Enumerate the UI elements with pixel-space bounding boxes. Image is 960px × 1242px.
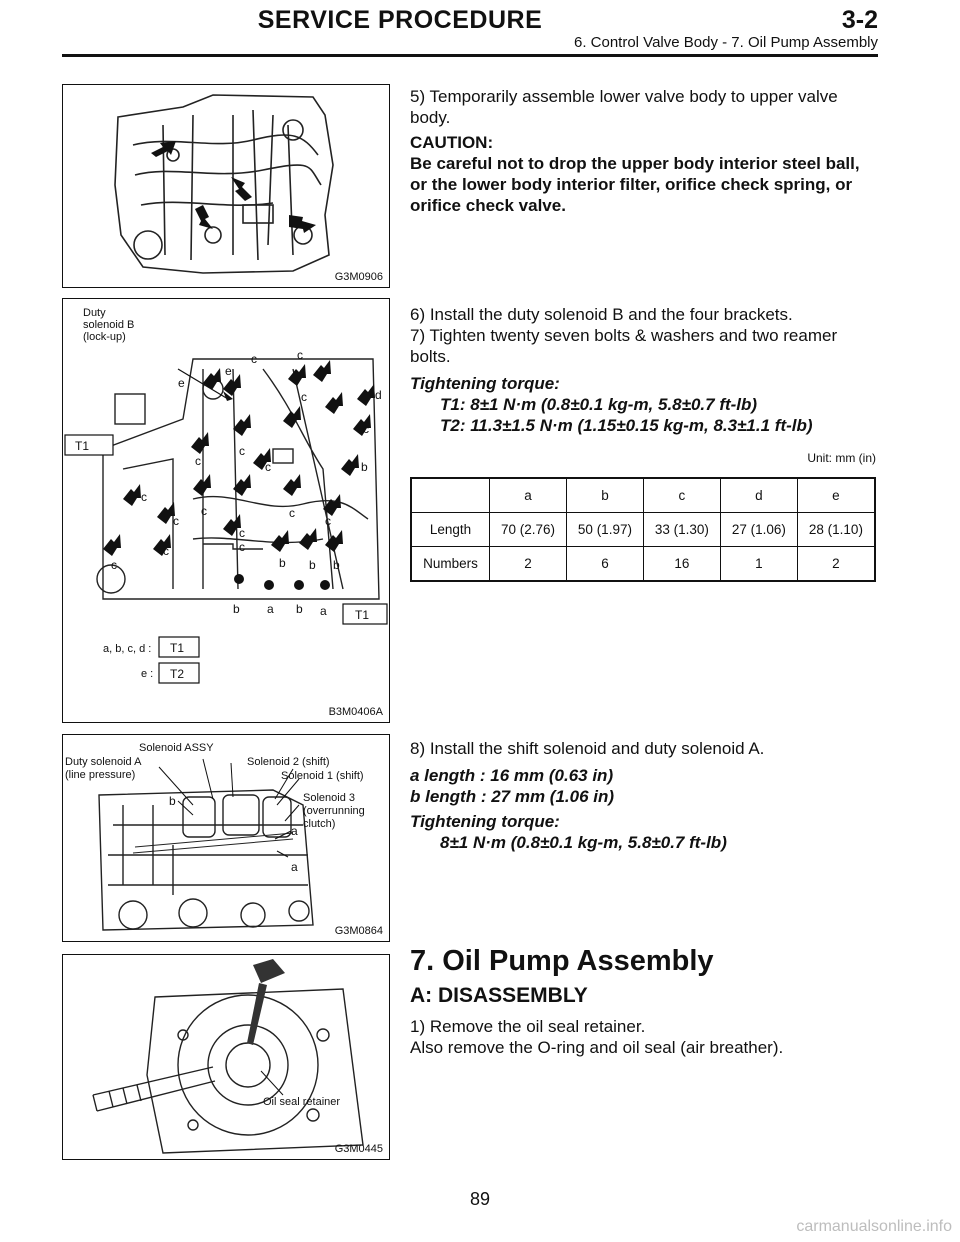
table-cell <box>411 478 490 513</box>
page-number: 89 <box>469 1189 491 1209</box>
step-7-text: 7) Tighten twenty seven bolts & washers and two reamer bolts. <box>410 326 838 366</box>
label-oil-seal-retainer: Oil seal retainer <box>263 1096 341 1108</box>
step-6-text: 6) Install the duty solenoid B and the four brackets. <box>410 305 793 324</box>
step-1b-text: Also remove the O-ring and oil seal (air breather). <box>410 1038 784 1057</box>
bolt-label: b <box>361 460 368 474</box>
oil-pump-drawing <box>63 955 389 1159</box>
section-7-step-1 <box>410 1016 878 1058</box>
legend-key-2: e : <box>141 668 154 680</box>
b-length: b length : 27 mm (1.06 in) <box>410 787 615 806</box>
page-title: SERVICE PROCEDURE <box>257 6 543 34</box>
bolt-label: c <box>163 544 169 558</box>
page-subtitle: 6. Control Valve Body - 7. Oil Pump Assembly <box>573 34 878 51</box>
label-a: a <box>291 860 298 874</box>
bolt-label: e <box>178 376 185 390</box>
label-duty-solenoid-a: Duty solenoid A <box>65 756 142 768</box>
figure-id: G3M0445 <box>334 1143 383 1155</box>
table-cell: e <box>797 478 875 513</box>
section-code: 3-2 <box>841 6 878 34</box>
bolt-label: c <box>363 422 369 436</box>
callout-line-1: Duty <box>83 307 106 319</box>
table-cell: d <box>720 478 797 513</box>
legend-key-1: a, b, c, d : <box>103 643 152 655</box>
bolt-label: c <box>111 558 117 572</box>
label-solenoid-2: Solenoid 2 (shift) <box>247 756 330 768</box>
bolt-spec-table <box>410 477 876 582</box>
watermark: carmanualsonline.info <box>796 1218 952 1235</box>
label-solenoid-3: Solenoid 3 <box>303 792 355 804</box>
step-5-text: 5) Temporarily assemble lower valve body to upper valve body. <box>410 87 838 127</box>
label-overrunning: (overrunning <box>303 805 365 817</box>
label-line-pressure: (line pressure) <box>65 769 136 781</box>
table-cell: 6 <box>566 547 643 582</box>
section-title: 7. Oil Pump Assembly <box>410 945 714 977</box>
table-cell: a <box>490 478 567 513</box>
bolt-label: c <box>239 444 245 458</box>
bolt-label: b <box>333 558 340 572</box>
torque-label: Tightening torque: <box>410 812 560 831</box>
figure-oil-pump <box>62 954 390 1160</box>
bolt-label: b <box>296 602 303 616</box>
bolt-label: a <box>267 602 274 616</box>
table-cell: 27 (1.06) <box>720 513 797 547</box>
table-cell: 1 <box>720 547 797 582</box>
label-a: a <box>291 824 298 838</box>
table-header-row <box>411 478 875 513</box>
table-cell: 16 <box>643 547 720 582</box>
table-cell: b <box>566 478 643 513</box>
table-cell: Length <box>411 513 490 547</box>
bolt-label: c <box>325 514 331 528</box>
legend-t2: T2 <box>170 667 185 681</box>
t1-box-right: T1 <box>355 608 370 622</box>
callout-line-2: solenoid B <box>83 319 135 331</box>
table-cell: 50 (1.97) <box>566 513 643 547</box>
step-5-block <box>410 86 878 216</box>
caution-text: Be careful not to drop the upper body interior steel ball, or the lower body interior filter, orifice check spring, or orifice check valve. <box>410 154 860 215</box>
label-solenoid-1: Solenoid 1 (shift) <box>281 770 364 782</box>
table-cell: c <box>643 478 720 513</box>
valve-body-drawing <box>63 85 389 287</box>
bolt-label: b <box>279 556 286 570</box>
bolt-label: c <box>173 514 179 528</box>
t1-box-left: T1 <box>75 439 90 453</box>
legend-t1: T1 <box>170 641 185 655</box>
table-row <box>411 547 875 582</box>
table-cell: 28 (1.10) <box>797 513 875 547</box>
torque-t2: T2: 11.3±1.5 N·m (1.15±0.15 kg-m, 8.3±1.1 ft-lb) <box>440 416 813 435</box>
torque-value: 8±1 N·m (0.8±0.1 kg-m, 5.8±0.7 ft-lb) <box>440 833 727 852</box>
bolt-label: d <box>375 388 382 402</box>
bolt-label: c <box>141 490 147 504</box>
bolt-label: c <box>301 390 307 404</box>
bolt-label: c <box>289 506 295 520</box>
table-cell: 33 (1.30) <box>643 513 720 547</box>
table-cell: 2 <box>490 547 567 582</box>
table-row <box>411 513 875 547</box>
callout-line-3: (lock-up) <box>83 331 126 343</box>
figure-solenoid-assy <box>62 734 390 942</box>
table-cell: 70 (2.76) <box>490 513 567 547</box>
torque-label: Tightening torque: <box>410 374 560 393</box>
table-cell: Numbers <box>411 547 490 582</box>
bolt-label: c <box>251 352 257 366</box>
label-clutch: clutch) <box>303 818 336 830</box>
figure-id: B3M0406A <box>328 706 383 718</box>
bolt-label: b <box>233 602 240 616</box>
figure-id: G3M0906 <box>334 271 383 283</box>
caution-label: CAUTION: <box>410 133 494 152</box>
torque-t1: T1: 8±1 N·m (0.8±0.1 kg-m, 5.8±0.7 ft-lb) <box>440 395 758 414</box>
table-unit: Unit: mm (in) <box>807 451 876 465</box>
bolt-label: c <box>201 504 207 518</box>
bolt-label: c <box>265 460 271 474</box>
figure-id: G3M0864 <box>334 925 383 937</box>
table-cell: 2 <box>797 547 875 582</box>
step-8-text: 8) Install the shift solenoid and duty solenoid A. <box>410 739 765 758</box>
bolt-label: b <box>309 558 316 572</box>
step-8-block <box>410 738 878 853</box>
bolt-label: e <box>225 364 232 378</box>
label-b: b <box>169 794 176 808</box>
bolt-diagram <box>63 299 389 722</box>
solenoid-drawing <box>63 735 389 941</box>
label-solenoid-assy: Solenoid ASSY <box>139 742 214 754</box>
figure-valve-body-upper <box>62 84 390 288</box>
figure-bolt-locations <box>62 298 390 723</box>
bolt-label: c <box>195 454 201 468</box>
bolt-label: a <box>320 604 327 618</box>
step-1-text: 1) Remove the oil seal retainer. <box>410 1017 646 1036</box>
a-length: a length : 16 mm (0.63 in) <box>410 766 614 785</box>
step-6-7-block <box>410 304 878 436</box>
header-rule <box>62 54 878 57</box>
bolt-label: c <box>297 348 303 362</box>
bolt-label: c <box>239 540 245 554</box>
bolt-label: c <box>239 526 245 540</box>
subsection-title: A: DISASSEMBLY <box>410 984 588 1007</box>
